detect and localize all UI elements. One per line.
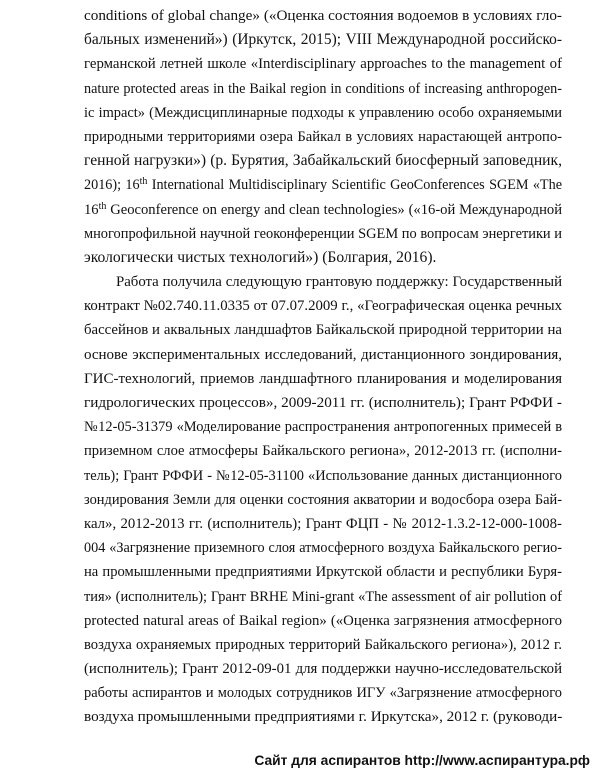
text-line: приземном слое атмосферы Байкальского региона», 2012-2013 гг. (исполни- — [84, 443, 562, 460]
text-line: 004 «Загрязнение приземного слоя атмосферного воздуха Байкальского регио- — [84, 540, 562, 557]
text-line: №12-05-31379 «Моделирование распространения антропогенных примесей в — [84, 419, 562, 436]
text-line: тия» (исполнитель); Грант BRHE Mini-grant «The assessment of air pollution of — [84, 588, 562, 605]
text-line: многопрофильной научной геоконференции SGEM по вопросам энергетики и — [84, 225, 562, 242]
text-line: тель); Грант РФФИ - №12-05-31100 «Использование данных дистанционного — [84, 467, 562, 484]
text-line: ГИС-технологий, приемов ландшафтного планирования и моделирования — [84, 370, 562, 387]
text-fragment: International Multidisciplinary Scientific GeoConferences SGEM «The — [147, 177, 562, 194]
text-line: основе экспериментальных исследований, дистанционного зондирования, — [84, 346, 562, 363]
text-line: контракт №02.740.11.0335 от 07.07.2009 г., «Географическая оценка речных — [84, 298, 562, 315]
text-line: генной нагрузки») (р. Бурятия, Забайкальский биосферный заповедник, — [84, 152, 562, 170]
text-line: protected natural areas of Baikal region» («Оценка загрязнения атмосферного — [84, 612, 562, 629]
text-line: conditions of global change» («Оценка состояния водоемов в условиях гло- — [84, 7, 562, 24]
text-line — [84, 198, 562, 222]
ordinal-suffix: th — [98, 200, 107, 212]
text-line: nature protected areas in the Baikal region in conditions of increasing anthropogen- — [84, 80, 562, 97]
text-line: работы аспирантов и молодых сотрудников ИГУ «Загрязнение атмосферного — [84, 685, 562, 702]
text-fragment: 2016); 16 — [84, 177, 140, 194]
text-fragment: Geoconference on energy and clean technologies» («16-ой Международной — [106, 201, 562, 218]
text-line: экологически чистых технологий») (Болгария, 2016). — [84, 248, 437, 266]
text-line: кал», 2012-2013 гг. (исполнитель); Грант ФЦП - № 2012-1.3.2-12-000-1008- — [84, 515, 562, 532]
text-line: воздуха охраняемых природных территорий Байкальского региона»), 2012 г. — [84, 636, 562, 653]
body-text — [84, 4, 562, 730]
text-line: воздуха промышленными предприятиями г. Иркутска», 2012 г. (руководи- — [84, 708, 563, 726]
text-line: природными территориями озера Байкал в условиях нарастающей антропо- — [84, 128, 562, 145]
text-line: гидрологических процессов», 2009-2011 гг. (исполнитель); Грант РФФИ - — [84, 394, 562, 411]
text-line: зондирования Земли для оценки состояния акватории и водосбора озера Бай- — [84, 491, 562, 508]
ordinal-suffix: th — [139, 176, 148, 188]
text-line: на промышленными предприятиями Иркутской области и республики Буря- — [84, 564, 562, 581]
site-footer-link[interactable]: Сайт для аспирантов http://www.аспирантура.рф — [254, 753, 590, 768]
text-line: Работа получила следующую грантовую поддержку: Государственный — [116, 274, 562, 291]
text-line: германской летней школе «Interdisciplinary approaches to the management of — [84, 56, 562, 73]
text-line: бальных изменений») (Иркутск, 2015); VIII Международной российско- — [84, 31, 562, 49]
text-line — [84, 173, 562, 197]
text-line: ic impact» (Междисциплинарные подходы к управлению особо охраняемыми — [84, 104, 562, 121]
text-line: (исполнитель); Грант 2012-09-01 для поддержки научно-исследовательской — [84, 661, 562, 678]
text-line: бассейнов и аквальных ландшафтов Байкальской природной территории на — [84, 322, 562, 339]
text-fragment: 16 — [84, 201, 99, 218]
